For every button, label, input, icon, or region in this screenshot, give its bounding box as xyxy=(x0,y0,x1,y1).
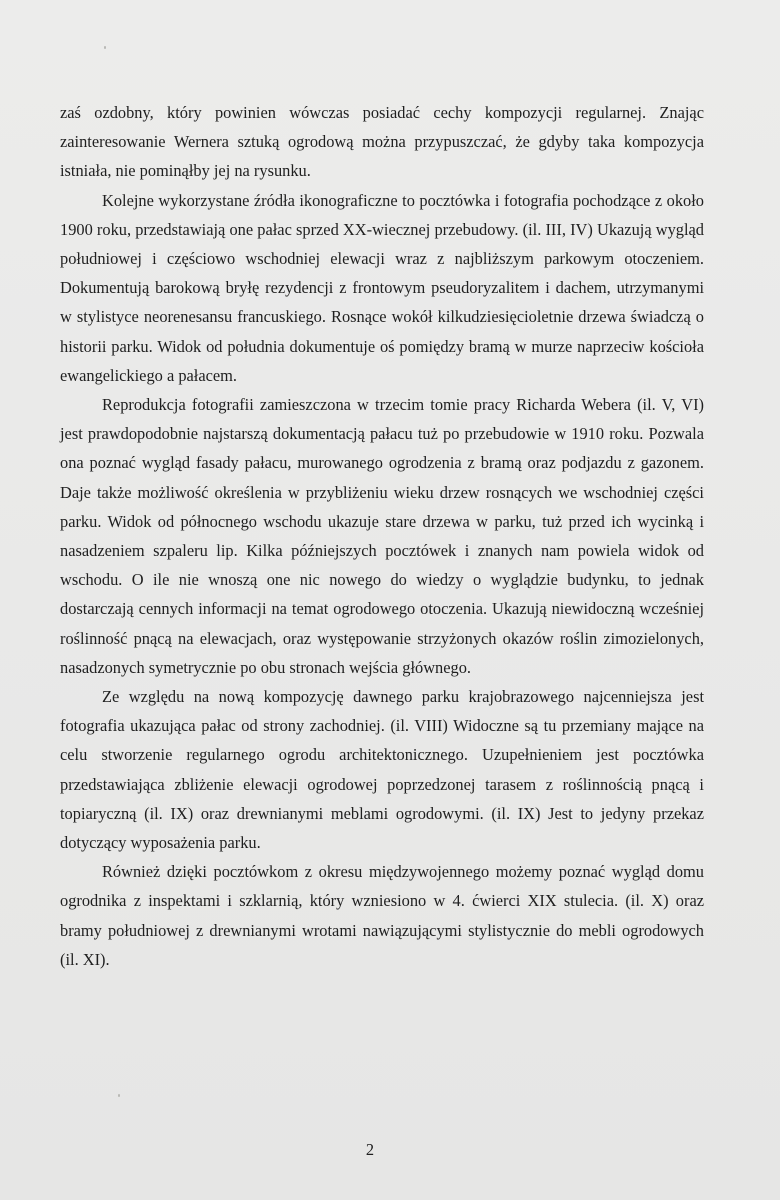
paragraph: Kolejne wykorzystane źródła ikonograficzne to pocztówka i fotografia pochodzące z około 1900 roku, przedstawiają one pałac sprzed XX-wiecznej przebudowy. (il. III, IV) Ukazują wygląd południowej i częściowo wschodniej elewacji wraz z najbliższym parkowym otoczeniem. Dokumentują barokową bryłę rezydencji z frontowym pseudoryzalitem i dachem, utrzymanymi w stylistyce neorenesansu francuskiego. Rosnące wokół kilkudziesięcioletnie drzewa świadczą o historii parku. Widok od południa dokumentuje oś pomiędzy bramą w murze naprzeciw kościoła ewangelickiego a pałacem. xyxy=(60,190,704,385)
paper-speck xyxy=(118,1094,120,1097)
paper-speck xyxy=(104,46,106,49)
paragraph: Również dzięki pocztówkom z okresu międzywojennego możemy poznać wygląd domu ogrodnika z inspektami i szklarnią, który wzniesiono w 4. ćwierci XIX stulecia. (il. X) oraz bramy południowej z drewnianymi wrotami nawiązującymi stylistycznie do mebli ogrodowych (il. XI). xyxy=(60,862,704,969)
paragraph: Reprodukcja fotografii zamieszczona w trzecim tomie pracy Richarda Webera (il. V, VI) jest prawdopodobnie najstarszą dokumentacją pałacu tuż po przebudowie w 1910 roku. Pozwala ona poznać wygląd fasady pałacu, murowanego ogrodzenia z bramą oraz podjazdu z gazonem. Daje także możliwość określenia w przybliżeniu wieku drzew rosnących we wschodniej części parku. Widok od północnego wschodu ukazuje stare drzewa w parku, tuż przed ich wycinką i nasadzeniem szpaleru lip. Kilka późniejszych pocztówek i znanych nam powiela widok od wschodu. O ile nie wnoszą one nic nowego do wiedzy o wyglądzie budynku, to jednak dostarczają cennych informacji na temat ogrodowego otoczenia. Ukazują niewidoczną wcześniej roślinność pnącą na elewacjach, oraz występowanie strzyżonych okazów roślin zimozielonych, nasadzonych symetrycznie po obu stronach wejścia głównego. xyxy=(60,395,704,677)
body-text xyxy=(60,98,704,974)
paragraph: Ze względu na nową kompozycję dawnego parku krajobrazowego najcenniejsza jest fotografia ukazująca pałac od strony zachodniej. (il. VIII) Widoczne są tu przemiany mające na celu stworzenie regularnego ogrodu architektonicznego. Uzupełnieniem jest pocztówka przedstawiająca zbliżenie elewacji ogrodowej poprzedzonej tarasem z roślinnością pnącą i topiaryczną (il. IX) oraz drewnianymi meblami ogrodowymi. (il. IX) Jest to jedyny przekaz dotyczący wyposażenia parku. xyxy=(60,687,704,853)
paragraph: zaś ozdobny, który powinien wówczas posiadać cechy kompozycji regularnej. Znając zainteresowanie Wernera sztuką ogrodową można przypuszczać, że gdyby taka kompozycja istniała, nie pominąłby jej na rysunku. xyxy=(60,103,704,181)
page-number: 2 xyxy=(365,1140,375,1159)
